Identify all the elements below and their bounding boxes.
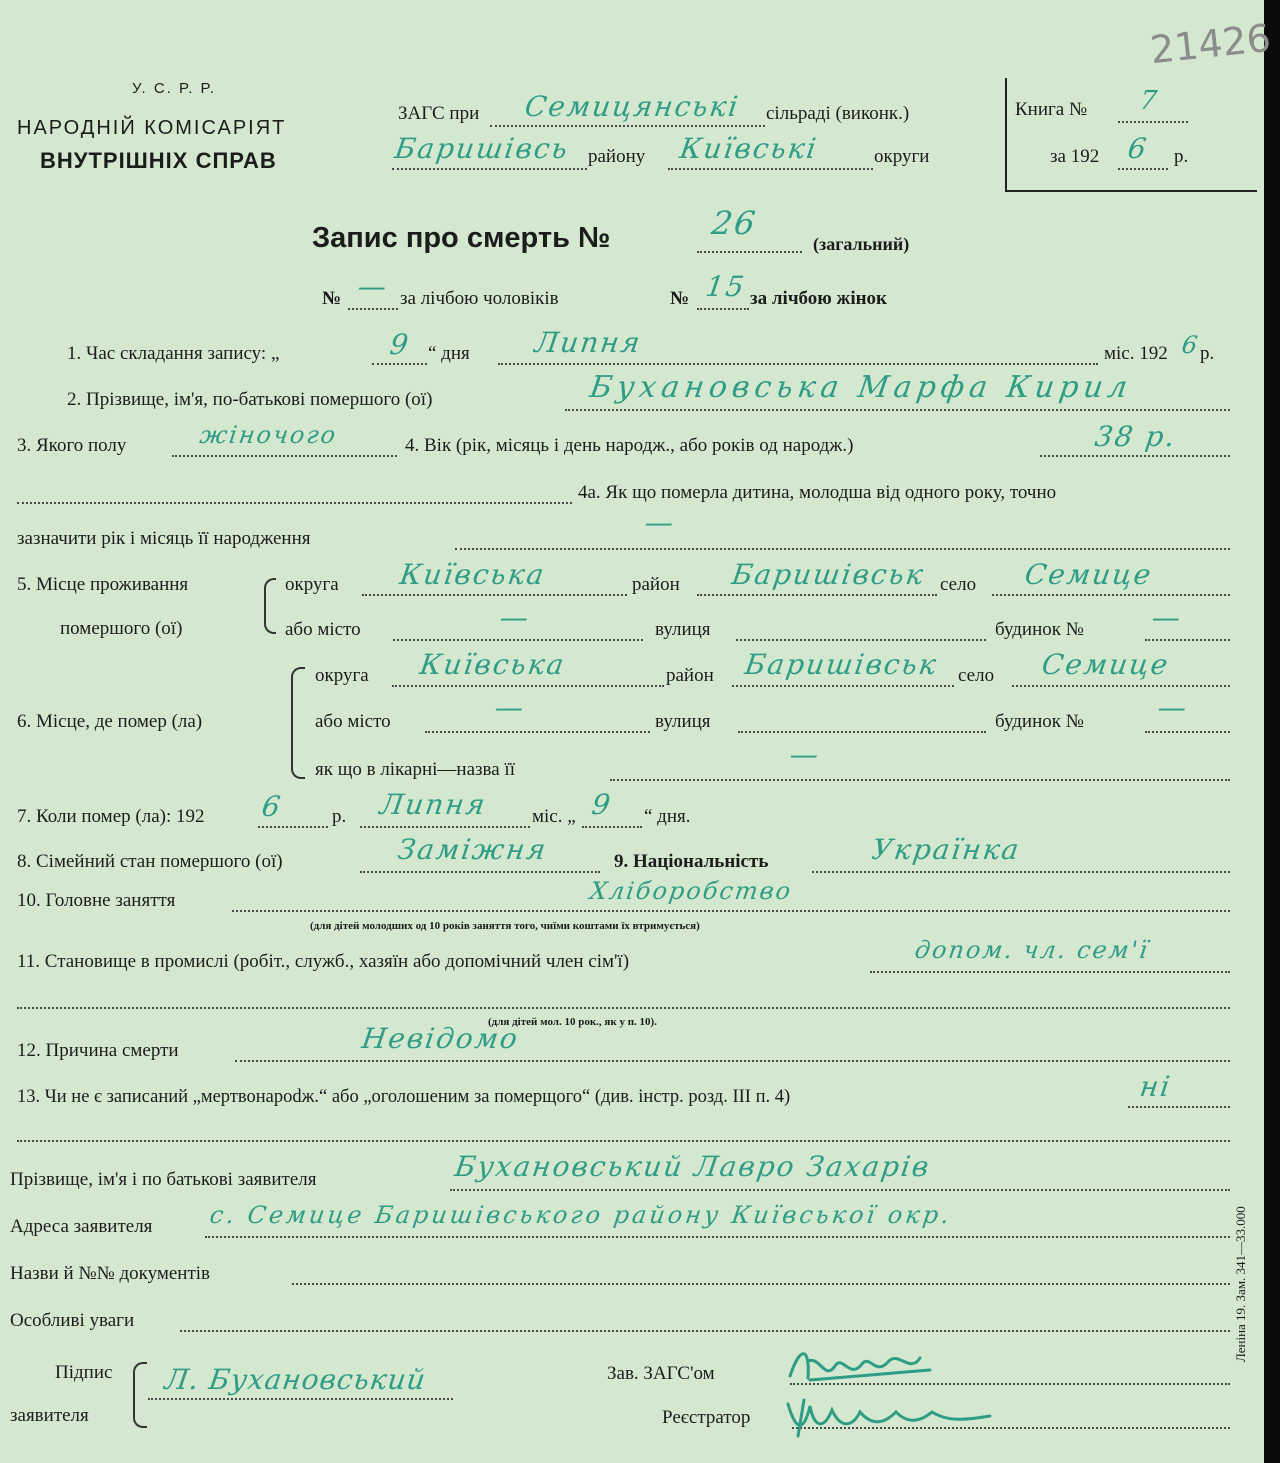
scan-edge (1264, 0, 1272, 1463)
f7-year: 6 (259, 790, 285, 823)
f4-line (1040, 455, 1230, 457)
f6-budynok-value: — (1155, 691, 1191, 724)
f5-budynok-value: — (1149, 601, 1185, 634)
women-label: за лічбою жінок (750, 288, 888, 309)
f5-label-1: 5. Місце проживання (17, 574, 189, 595)
f13-label: 13. Чи не є записаний „мертвонарodж.“ або „оголошеним за померщого“ (див. інстр. розд. III п. 4) (17, 1087, 791, 1107)
f9-value: Українка (869, 833, 1023, 866)
women-value: 15 (703, 270, 749, 303)
f7-month-line (360, 826, 530, 828)
f10-label: 10. Головне заняття (17, 890, 176, 911)
f5-misto-value: — (497, 601, 533, 634)
notes-line (180, 1330, 1230, 1332)
f11-value: допом. чл. сем'ї (913, 936, 1151, 964)
f6-brace (291, 667, 305, 779)
f4a-label: 4а. Як що померла дитина, молодша від одного року, точно (578, 482, 1057, 503)
f5-budynok-label: будинок № (995, 619, 1084, 640)
f6-selo-line (1012, 685, 1230, 687)
f5-budynok-line (1145, 639, 1230, 641)
f1-day: 9 (387, 328, 413, 361)
f5-rayon-label: район (632, 574, 680, 595)
f6-misto-label: або місто (315, 711, 391, 732)
f1-month: Липня (532, 326, 644, 359)
zags-line (490, 125, 765, 127)
notes-label: Особливі уваги (10, 1310, 135, 1331)
f13-value: ні (1137, 1070, 1174, 1103)
f6-likarnia-value: — (787, 738, 823, 771)
f5-misto-line (393, 639, 643, 641)
f6-budynok-line (1145, 731, 1230, 733)
f6-okruga-label: округа (315, 665, 369, 686)
f5-rayon-value: Баришівськ (729, 558, 928, 591)
f2-value: Бухановська Марфа Кирил (587, 370, 1135, 405)
f5-okruga-value: Київська (397, 558, 548, 591)
f11-line (870, 971, 1230, 973)
f5-label-2: помершого (ої) (60, 618, 183, 639)
f8-value: Заміжня (395, 833, 550, 866)
f12-value: Невідомо (359, 1022, 522, 1055)
printer-mark: Леніна 19. Зам. 341—33.000 (1233, 1206, 1248, 1362)
republic-label: У. С. Р. Р. (132, 80, 216, 97)
f12-label: 12. Причина смерти (17, 1040, 179, 1061)
f10-line (232, 910, 1230, 912)
f6-rayon-line (732, 685, 954, 687)
applicant-signature: Л. Бухановський (162, 1363, 429, 1396)
book-year-suffix: р. (1174, 146, 1189, 167)
f11-line-2 (17, 1007, 1230, 1009)
f4a-line-1 (17, 502, 572, 504)
applicant-name-value: Бухановський Лавро Захарів (452, 1150, 933, 1183)
f5-vulytsia-label: вулиця (655, 619, 711, 640)
f6-rayon-label: район (666, 665, 714, 686)
sign-brace (133, 1362, 147, 1428)
record-number: 26 (709, 204, 760, 242)
f2-label: 2. Прізвище, ім'я, по-батькові помершого (ої) (67, 389, 433, 410)
commissariat-label: НАРОДНІЙ КОМІСАРІЯТ (17, 117, 287, 139)
f6-vulytsia-label: вулиця (655, 711, 711, 732)
women-prefix: № (670, 288, 690, 309)
f1-suffix: р. (1200, 343, 1215, 364)
f6-likarnia-label: як що в лікарні—назва її (315, 759, 515, 780)
f7-mis: міс. „ (532, 806, 576, 827)
f1-year: 6 (1180, 331, 1202, 359)
men-label: за лічбою чоловіків (400, 288, 559, 309)
f3-value: жіночого (198, 421, 340, 449)
f7-r: р. (332, 806, 347, 827)
f6-okruga-line (392, 685, 664, 687)
f6-selo-value: Семице (1039, 648, 1172, 681)
f4a-label2: зазначити рік і місяць її народження (17, 528, 311, 549)
f6-budynok-label: будинок № (995, 711, 1084, 732)
f7-day: 9 (589, 788, 615, 821)
f5-rayon-line (697, 594, 937, 596)
okrug-line (668, 168, 873, 170)
district-line (392, 168, 587, 170)
f1-mid: “ дня (428, 343, 470, 364)
ministry-label: ВНУТРІШНІХ СПРАВ (40, 148, 277, 173)
f8-line (360, 871, 600, 873)
documents-line (292, 1283, 1230, 1285)
registrar-label: Реєстратор (662, 1407, 751, 1428)
documents-label: Назви й №№ документів (10, 1263, 211, 1284)
f2-line (565, 409, 1230, 411)
f7-day-suffix: “ дня. (644, 806, 691, 827)
book-number: 7 (1137, 86, 1161, 116)
f3-line (172, 455, 397, 457)
applicant-name-label: Прізвище, ім'я і по батькові заявителя (10, 1169, 317, 1190)
book-label: Книга № (1015, 99, 1088, 120)
record-type: (загальний) (813, 234, 910, 254)
okrug-value: Київські (677, 132, 820, 165)
record-title: Запис про смерть № (312, 222, 611, 254)
archive-mark: 21426 (1148, 15, 1273, 73)
f9-label: 9. Національність (614, 851, 769, 872)
applicant-signature-line (148, 1398, 453, 1400)
f6-rayon-value: Баришівськ (742, 648, 941, 681)
sign-label-2: заявителя (10, 1405, 89, 1426)
f11-note: (для дітей мол. 10 рок., як у п. 10). (488, 1016, 657, 1028)
book-year-digit: 6 (1125, 132, 1151, 165)
f7-month: Липня (377, 788, 489, 821)
f3-label: 3. Якого полу (17, 435, 127, 456)
f6-label: 6. Місце, де помер (ла) (17, 711, 203, 732)
women-line (697, 308, 749, 310)
zags-value: Семицянські (522, 90, 742, 123)
f7-day-line (582, 826, 642, 828)
applicant-address-label: Адреса заявителя (10, 1216, 153, 1237)
f11-label: 11. Становище в промислі (робіт., служб., хазяїн або допомічний член сім'ї) (17, 951, 630, 972)
zags-label: ЗАГС при (398, 103, 480, 124)
f1-end: міс. 192 (1104, 343, 1168, 364)
district-label: району (588, 146, 646, 167)
f5-vulytsia-line (736, 639, 986, 641)
book-line (1118, 121, 1188, 123)
head-label: Зав. ЗАГС'ом (607, 1363, 715, 1384)
f8-label: 8. Сімейний стан помершого (ої) (17, 851, 283, 872)
f5-selo-line (992, 594, 1230, 596)
f6-okruga-value: Київська (417, 648, 568, 681)
f13-line-2 (17, 1140, 1230, 1142)
record-number-line (697, 251, 802, 253)
f1-day-line (372, 363, 427, 365)
f4a-line-2 (455, 548, 1230, 550)
f6-misto-value: — (492, 691, 528, 724)
men-line (348, 308, 398, 310)
f1-month-line (498, 363, 1098, 365)
applicant-name-line (450, 1189, 1230, 1191)
f5-okruga-line (362, 594, 627, 596)
sign-label-1: Підпис (55, 1362, 113, 1383)
f4-label: 4. Вік (рік, місяць і день народж., або років од народж.) (405, 435, 854, 456)
district-value: Баришівсь (392, 132, 572, 165)
f6-misto-line (425, 731, 650, 733)
f10-value: Хліборобство (588, 877, 795, 905)
f5-brace (264, 578, 276, 634)
f1-label: 1. Час складання запису: „ (67, 343, 280, 364)
f7-year-line (258, 826, 328, 828)
f6-vulytsia-line (738, 731, 986, 733)
f5-okruga-label: округа (285, 574, 339, 595)
council-label: сільраді (виконк.) (766, 103, 910, 124)
f10-note: (для дітей молодших од 10 років заняття того, чиїми коштами їх втримується) (310, 920, 700, 932)
f5-misto-label: або місто (285, 619, 361, 640)
applicant-address-line (205, 1236, 1230, 1238)
f4-value: 38 р. (1092, 420, 1179, 453)
f13-line (1128, 1106, 1230, 1108)
book-year-label: за 192 (1050, 146, 1100, 167)
f4a-value: — (642, 506, 678, 539)
registrar-signature (780, 1392, 1020, 1442)
f7-label: 7. Коли помер (ла): 192 (17, 806, 205, 827)
f12-line (235, 1060, 1230, 1062)
okrug-label: округи (874, 146, 930, 167)
f6-likarnia-line (610, 779, 1230, 781)
f5-selo-label: село (940, 574, 977, 595)
applicant-address-value: с. Семице Баришівського району Київської окр. (208, 1201, 954, 1229)
f9-line (812, 871, 1230, 873)
men-prefix: № (322, 288, 342, 309)
head-signature (780, 1336, 960, 1396)
f6-selo-label: село (958, 665, 995, 686)
book-year-line (1118, 168, 1168, 170)
f5-selo-value: Семице (1022, 558, 1155, 591)
men-value: — (355, 270, 391, 303)
